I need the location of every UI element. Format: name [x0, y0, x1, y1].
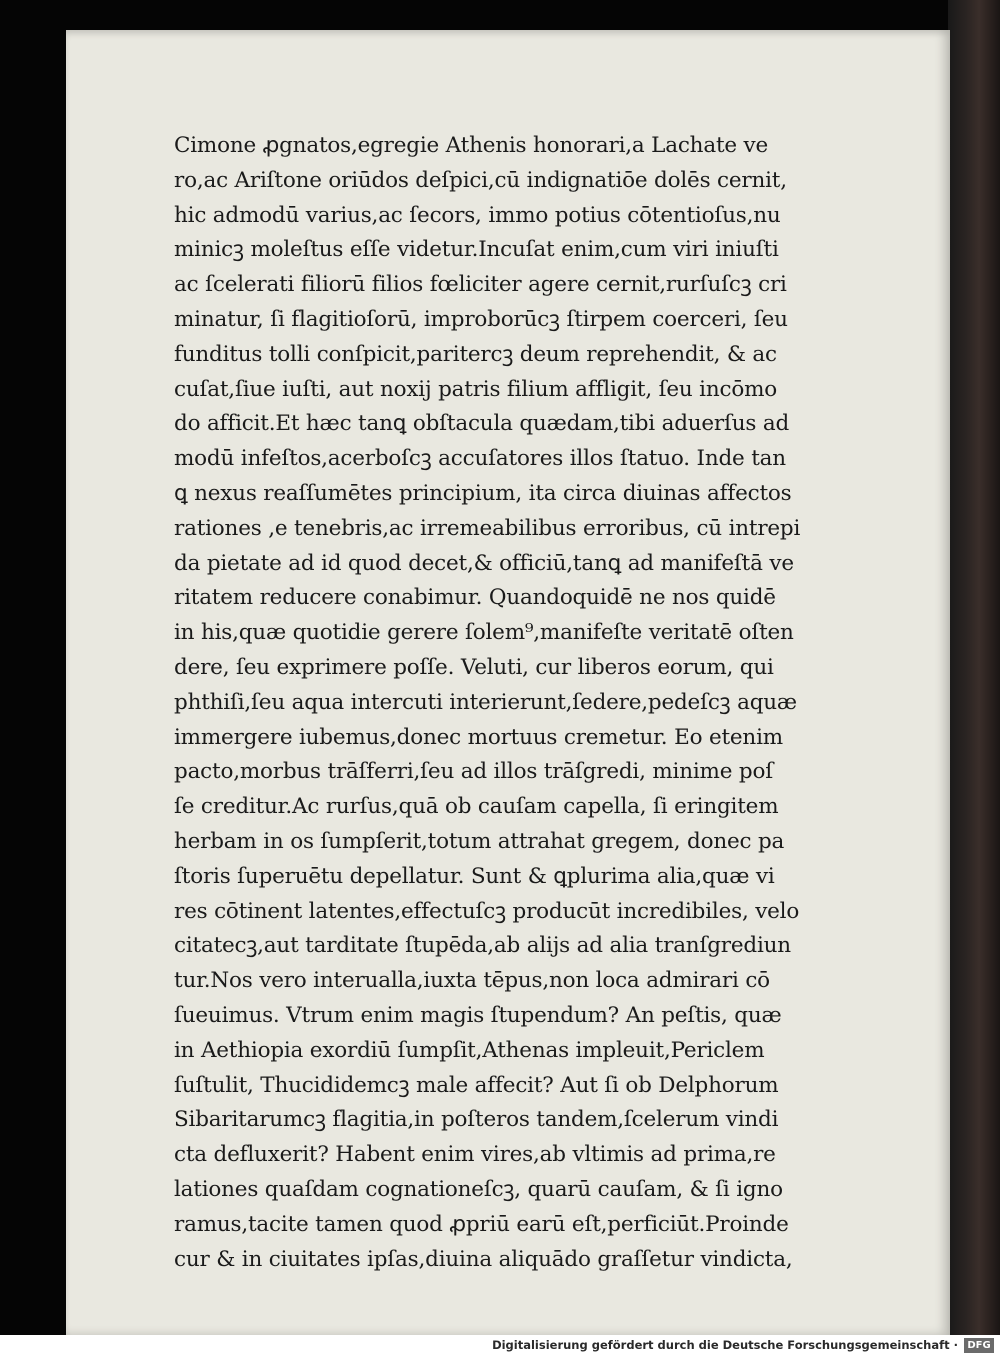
footer-credit: Digitalisierung gefördert durch die Deutsche Forschungsgemeinschaft ·	[492, 1338, 958, 1352]
text-line: tur.Nos vero interualla,iuxta tēpus,non loca admirari cō	[174, 968, 770, 994]
text-line: minicꝫ moleſtus eſſe videtur.Incuſat enim,cum viri iniuſti	[174, 237, 779, 263]
text-line: ſe creditur.Ac rurſus,quā ob cauſam capella, ſi eringitem	[174, 794, 779, 820]
text-line: Sibaritarumcꝫ flagitia,in poſteros tandem,ſcelerum vindi	[174, 1107, 779, 1133]
text-line: ritatem reducere conabimur. Quandoquidē ne nos quidē	[174, 585, 776, 611]
text-line: immergere iubemus,donec mortuus cremetur. Eo etenim	[174, 724, 783, 750]
text-line: ac ſcelerati filiorū filios fœliciter agere cernit,rurſuſcꝫ cri	[174, 272, 787, 298]
text-line: do afficit.Et hæc tanꝗ obſtacula quædam,tibi aduerſus ad	[174, 411, 790, 437]
text-line: in his,quæ quotidie gerere ſolem⁹,manifeſte veritatē oſten	[174, 620, 794, 646]
footer-bar	[0, 1335, 1000, 1357]
text-line: funditus tolli conſpicit,paritercꝫ deum reprehendit, & ac	[174, 341, 777, 367]
text-line: ſuſtulit, Thucididemcꝫ male affecit? Aut ſi ob Delphorum	[174, 1072, 779, 1098]
text-line: ſtoris ſuperuētu depellatur. Sunt & ꝗplurima alia,quæ vi	[174, 863, 775, 889]
text-line: da pietate ad id quod decet,& officiū,tanꝗ ad manifeſtā ve	[174, 550, 794, 576]
text-line: pacto,morbus trāſferri,ſeu ad illos trāſgredi, minime poſ	[174, 759, 773, 785]
dfg-logo: DFG	[964, 1338, 994, 1353]
text-line: ſueuimus. Vtrum enim magis ſtupendum? An peſtis, quæ	[174, 1002, 782, 1028]
text-line: lationes quaſdam cognationeſcꝫ, quarū cauſam, & ſi igno	[174, 1176, 783, 1202]
text-line: hic admodū varius,ac ſecors, immo potius cōtentioſus,nu	[174, 202, 781, 228]
text-line: res cōtinent latentes,effectuſcꝫ producūt incredibiles, velo	[174, 898, 800, 924]
text-line: rationes ,e tenebris,ac irremeabilibus erroribus, cū intrepi	[174, 515, 801, 541]
text-line: cur & in ciuitates ipſas,diuina aliquādo graſſetur vindicta,	[174, 1246, 793, 1272]
text-line: cuſat,ſiue iuſti, aut noxij patris filium affligit, ſeu incōmo	[174, 376, 778, 402]
text-line: minatur, ſi flagitioſorū, improborūcꝫ ſtirpem coerceri, ſeu	[174, 306, 788, 332]
text-line: phthiſi,ſeu aqua intercuti interierunt,ſedere,pedeſcꝫ aquæ	[174, 689, 797, 715]
text-line: citatecꝫ,aut tarditate ſtupēda,ab alijs ad alia tranſgrediun	[174, 933, 791, 959]
text-line: Cimone ꝓgnatos,egregie Athenis honorari,a Lachate ve	[174, 133, 769, 158]
text-line: dere, ſeu exprimere poſſe. Veluti, cur liberos eorum, qui	[174, 654, 774, 680]
book-cover-edge	[948, 0, 1000, 1335]
text-line: ramus,tacite tamen quod ꝓpriū earū eſt,perficiūt.Proinde	[174, 1211, 789, 1237]
text-line: ro,ac Ariſtone oriūdos deſpici,cū indignatiōe dolēs cernit,	[174, 167, 787, 193]
text-line: ꝗ nexus reaſſumētes principium, ita circa diuinas affectos	[174, 480, 792, 506]
text-line: herbam in os ſumpſerit,totum attrahat gregem, donec pa	[174, 828, 785, 854]
text-line: cta defluxerit? Habent enim vires,ab vltimis ad prima,re	[174, 1142, 776, 1168]
page-text-block	[174, 129, 914, 1277]
text-line: in Aethiopia exordiū ſumpſit,Athenas impleuit,Periclem	[174, 1037, 765, 1063]
text-line: modū infeſtos,acerboſcꝫ accuſatores illos ſtatuo. Inde tan	[174, 446, 786, 472]
